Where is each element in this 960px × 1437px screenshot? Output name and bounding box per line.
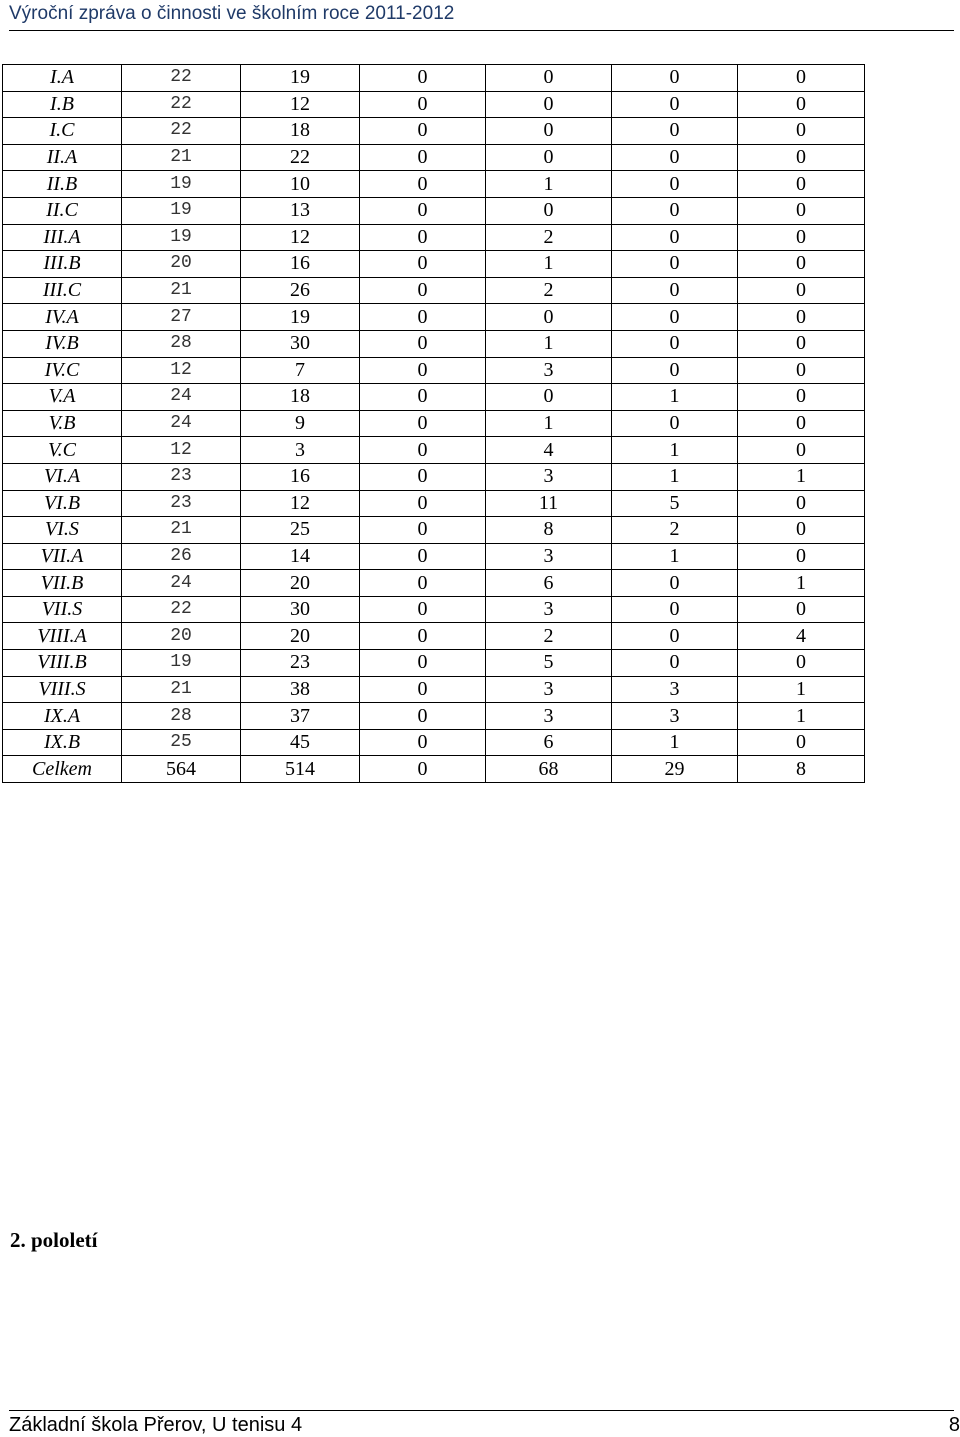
value-cell: 0	[612, 277, 738, 304]
value-cell: 18	[241, 384, 360, 411]
value-cell: 0	[612, 570, 738, 597]
value-cell: 1	[486, 410, 612, 437]
value-cell: 0	[360, 251, 486, 278]
value-cell: 0	[738, 65, 865, 92]
value-cell: 0	[738, 197, 865, 224]
class-name-cell: VI.A	[3, 463, 122, 490]
class-name-cell: IX.B	[3, 729, 122, 756]
class-name-cell: II.C	[3, 197, 122, 224]
value-cell: 9	[241, 410, 360, 437]
class-name-cell: II.B	[3, 171, 122, 198]
table-row	[3, 410, 865, 437]
class-name-cell: IV.C	[3, 357, 122, 384]
value-cell: 4	[738, 623, 865, 650]
value-cell: 21	[122, 676, 241, 703]
value-cell: 0	[360, 756, 486, 783]
class-name-cell: VII.B	[3, 570, 122, 597]
value-cell: 19	[241, 65, 360, 92]
value-cell: 45	[241, 729, 360, 756]
table-row	[3, 224, 865, 251]
value-cell: 0	[486, 197, 612, 224]
value-cell: 12	[122, 437, 241, 464]
table-row	[3, 650, 865, 677]
value-cell: 28	[122, 330, 241, 357]
value-cell: 0	[360, 463, 486, 490]
value-cell: 0	[360, 171, 486, 198]
value-cell: 0	[738, 91, 865, 118]
value-cell: 0	[612, 357, 738, 384]
value-cell: 0	[360, 410, 486, 437]
value-cell: 23	[122, 463, 241, 490]
value-cell: 1	[612, 463, 738, 490]
class-name-cell: VIII.B	[3, 650, 122, 677]
value-cell: 564	[122, 756, 241, 783]
value-cell: 22	[122, 91, 241, 118]
value-cell: 0	[360, 650, 486, 677]
value-cell: 21	[122, 277, 241, 304]
value-cell: 30	[241, 596, 360, 623]
value-cell: 21	[122, 517, 241, 544]
table-row	[3, 251, 865, 278]
value-cell: 0	[612, 144, 738, 171]
value-cell: 1	[486, 171, 612, 198]
value-cell: 3	[486, 676, 612, 703]
class-name-cell: V.A	[3, 384, 122, 411]
value-cell: 0	[612, 91, 738, 118]
value-cell: 0	[738, 277, 865, 304]
value-cell: 6	[486, 729, 612, 756]
table-row	[3, 171, 865, 198]
value-cell: 24	[122, 384, 241, 411]
value-cell: 19	[122, 224, 241, 251]
value-cell: 0	[738, 330, 865, 357]
value-cell: 1	[612, 384, 738, 411]
table-row	[3, 357, 865, 384]
class-name-cell: I.B	[3, 91, 122, 118]
value-cell: 19	[122, 171, 241, 198]
table-row	[3, 676, 865, 703]
class-name-cell: IV.B	[3, 330, 122, 357]
value-cell: 12	[241, 91, 360, 118]
value-cell: 0	[360, 676, 486, 703]
value-cell: 11	[486, 490, 612, 517]
value-cell: 0	[612, 304, 738, 331]
class-name-cell: III.B	[3, 251, 122, 278]
value-cell: 12	[241, 224, 360, 251]
value-cell: 8	[738, 756, 865, 783]
value-cell: 0	[738, 251, 865, 278]
table-row	[3, 623, 865, 650]
value-cell: 19	[241, 304, 360, 331]
table-row	[3, 144, 865, 171]
value-cell: 20	[241, 623, 360, 650]
table-row	[3, 437, 865, 464]
value-cell: 3	[612, 676, 738, 703]
value-cell: 7	[241, 357, 360, 384]
value-cell: 0	[612, 650, 738, 677]
table-row	[3, 729, 865, 756]
value-cell: 0	[612, 224, 738, 251]
value-cell: 21	[122, 144, 241, 171]
value-cell: 1	[738, 570, 865, 597]
value-cell: 14	[241, 543, 360, 570]
class-name-cell: VIII.S	[3, 676, 122, 703]
value-cell: 0	[360, 118, 486, 145]
value-cell: 68	[486, 756, 612, 783]
value-cell: 0	[612, 596, 738, 623]
value-cell: 0	[486, 118, 612, 145]
value-cell: 26	[241, 277, 360, 304]
value-cell: 1	[486, 251, 612, 278]
value-cell: 1	[738, 463, 865, 490]
class-name-cell: V.B	[3, 410, 122, 437]
value-cell: 0	[612, 623, 738, 650]
value-cell: 0	[738, 437, 865, 464]
value-cell: 22	[122, 596, 241, 623]
value-cell: 0	[360, 330, 486, 357]
value-cell: 3	[486, 596, 612, 623]
value-cell: 0	[738, 144, 865, 171]
value-cell: 27	[122, 304, 241, 331]
value-cell: 0	[360, 224, 486, 251]
table-row	[3, 570, 865, 597]
value-cell: 25	[122, 729, 241, 756]
value-cell: 22	[122, 118, 241, 145]
value-cell: 0	[612, 118, 738, 145]
value-cell: 0	[738, 118, 865, 145]
value-cell: 8	[486, 517, 612, 544]
value-cell: 19	[122, 197, 241, 224]
class-name-cell: I.C	[3, 118, 122, 145]
value-cell: 16	[241, 463, 360, 490]
table-row	[3, 91, 865, 118]
value-cell: 514	[241, 756, 360, 783]
value-cell: 0	[738, 517, 865, 544]
value-cell: 28	[122, 703, 241, 730]
report-title: Výroční zpráva o činnosti ve školním roce 2011-2012	[9, 3, 455, 24]
value-cell: 22	[241, 144, 360, 171]
value-cell: 23	[122, 490, 241, 517]
value-cell: 0	[360, 197, 486, 224]
value-cell: 16	[241, 251, 360, 278]
footer-school-name: Základní škola Přerov, U tenisu 4	[9, 1414, 303, 1436]
value-cell: 0	[360, 304, 486, 331]
value-cell: 0	[360, 517, 486, 544]
value-cell: 2	[486, 224, 612, 251]
table-row	[3, 65, 865, 92]
value-cell: 0	[360, 703, 486, 730]
table-row	[3, 304, 865, 331]
value-cell: 3	[612, 703, 738, 730]
value-cell: 13	[241, 197, 360, 224]
class-name-cell: III.A	[3, 224, 122, 251]
value-cell: 1	[612, 437, 738, 464]
value-cell: 30	[241, 330, 360, 357]
value-cell: 0	[612, 251, 738, 278]
value-cell: 3	[486, 703, 612, 730]
page-header	[9, 2, 954, 31]
value-cell: 0	[360, 570, 486, 597]
class-name-cell: VIII.A	[3, 623, 122, 650]
value-cell: 1	[612, 543, 738, 570]
value-cell: 37	[241, 703, 360, 730]
value-cell: 0	[738, 384, 865, 411]
value-cell: 3	[241, 437, 360, 464]
table-row	[3, 384, 865, 411]
value-cell: 0	[360, 277, 486, 304]
value-cell: 0	[360, 357, 486, 384]
value-cell: 23	[241, 650, 360, 677]
section-title: 2. pololetí	[10, 1228, 98, 1252]
value-cell: 18	[241, 118, 360, 145]
class-name-cell: I.A	[3, 65, 122, 92]
value-cell: 3	[486, 357, 612, 384]
value-cell: 2	[486, 623, 612, 650]
value-cell: 20	[241, 570, 360, 597]
value-cell: 24	[122, 570, 241, 597]
class-name-cell: VII.A	[3, 543, 122, 570]
value-cell: 1	[486, 330, 612, 357]
value-cell: 3	[486, 463, 612, 490]
value-cell: 2	[486, 277, 612, 304]
table-row	[3, 490, 865, 517]
value-cell: 0	[360, 596, 486, 623]
value-cell: 0	[486, 65, 612, 92]
value-cell: 20	[122, 251, 241, 278]
value-cell: 25	[241, 517, 360, 544]
class-name-cell: IV.A	[3, 304, 122, 331]
value-cell: 1	[612, 729, 738, 756]
value-cell: 5	[486, 650, 612, 677]
value-cell: 0	[486, 144, 612, 171]
value-cell: 0	[612, 197, 738, 224]
value-cell: 4	[486, 437, 612, 464]
value-cell: 0	[612, 171, 738, 198]
value-cell: 29	[612, 756, 738, 783]
value-cell: 0	[612, 65, 738, 92]
value-cell: 0	[486, 91, 612, 118]
class-name-cell: IX.A	[3, 703, 122, 730]
value-cell: 1	[738, 703, 865, 730]
value-cell: 0	[738, 171, 865, 198]
value-cell: 0	[360, 729, 486, 756]
value-cell: 1	[738, 676, 865, 703]
class-name-cell: II.A	[3, 144, 122, 171]
page-footer	[9, 1410, 960, 1437]
value-cell: 0	[612, 330, 738, 357]
value-cell: 0	[360, 490, 486, 517]
value-cell: 0	[612, 410, 738, 437]
class-name-cell: V.C	[3, 437, 122, 464]
class-name-cell: III.C	[3, 277, 122, 304]
value-cell: 26	[122, 543, 241, 570]
value-cell: 22	[122, 65, 241, 92]
value-cell: 0	[360, 65, 486, 92]
value-cell: 0	[738, 224, 865, 251]
table-row	[3, 330, 865, 357]
table-row	[3, 463, 865, 490]
value-cell: 0	[738, 304, 865, 331]
value-cell: 0	[738, 357, 865, 384]
value-cell: 0	[738, 490, 865, 517]
class-name-cell: VI.B	[3, 490, 122, 517]
value-cell: 12	[122, 357, 241, 384]
value-cell: 20	[122, 623, 241, 650]
table-row	[3, 543, 865, 570]
value-cell: 0	[360, 384, 486, 411]
value-cell: 24	[122, 410, 241, 437]
value-cell: 0	[360, 91, 486, 118]
value-cell: 12	[241, 490, 360, 517]
page-number: 8	[948, 1414, 960, 1436]
value-cell: 38	[241, 676, 360, 703]
value-cell: 0	[738, 543, 865, 570]
value-cell: 2	[612, 517, 738, 544]
value-cell: 0	[738, 410, 865, 437]
class-name-cell: VI.S	[3, 517, 122, 544]
value-cell: 0	[360, 543, 486, 570]
value-cell: 0	[360, 623, 486, 650]
table-row	[3, 703, 865, 730]
value-cell: 10	[241, 171, 360, 198]
class-name-cell: Celkem	[3, 756, 122, 783]
table-row	[3, 197, 865, 224]
value-cell: 6	[486, 570, 612, 597]
table-row	[3, 517, 865, 544]
value-cell: 3	[486, 543, 612, 570]
value-cell: 0	[360, 144, 486, 171]
value-cell: 19	[122, 650, 241, 677]
value-cell: 0	[486, 384, 612, 411]
table-body	[3, 65, 865, 783]
value-cell: 0	[486, 304, 612, 331]
value-cell: 5	[612, 490, 738, 517]
table-total-row	[3, 756, 865, 783]
value-cell: 0	[360, 437, 486, 464]
table-row	[3, 277, 865, 304]
class-statistics-table	[2, 64, 865, 783]
table-row	[3, 596, 865, 623]
class-name-cell: VII.S	[3, 596, 122, 623]
table-row	[3, 118, 865, 145]
value-cell: 0	[738, 596, 865, 623]
value-cell: 0	[738, 650, 865, 677]
value-cell: 0	[738, 729, 865, 756]
